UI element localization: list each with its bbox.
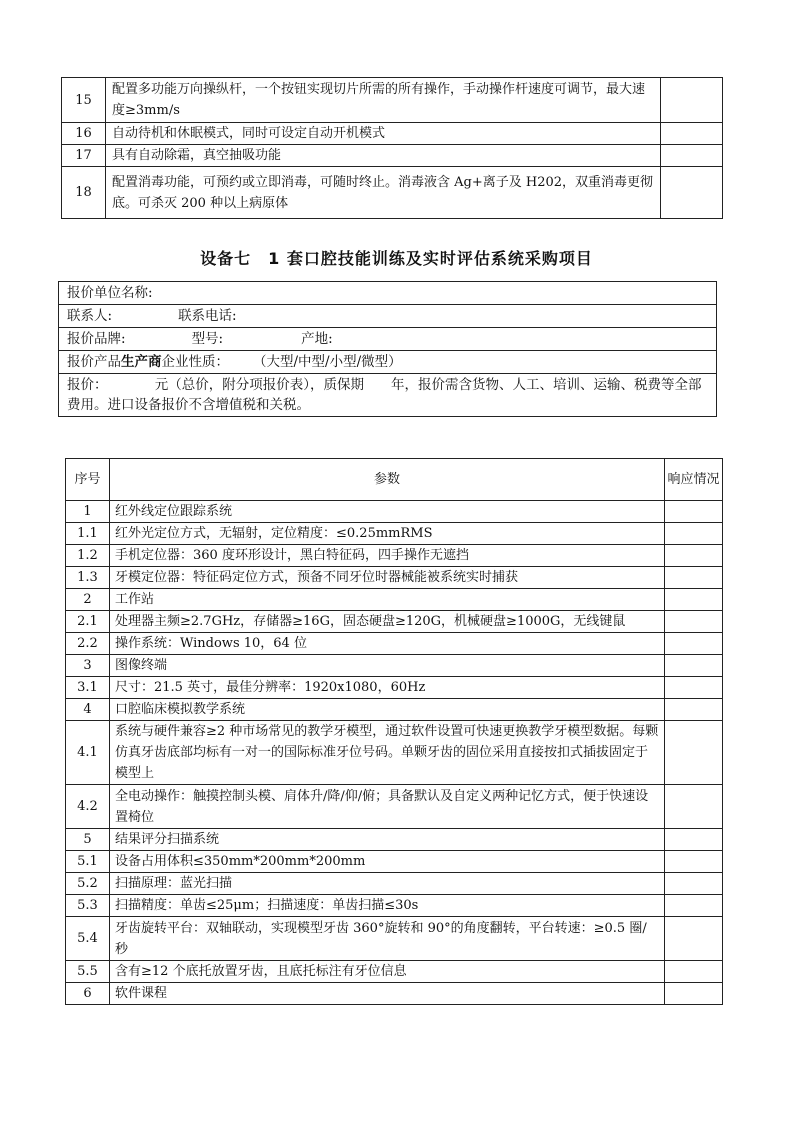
row-number: 1.3 [66, 567, 110, 589]
row-number: 6 [66, 983, 110, 1005]
table-row [66, 721, 723, 785]
row-parameter: 红外线定位跟踪系统 [110, 501, 665, 523]
response-cell [665, 523, 723, 545]
row-parameter: 系统与硬件兼容≥2 种市场常见的教学牙模型，通过软件设置可快速更换教学牙模型数据。每颗仿真牙齿底部均标有一对一的国际标准牙位号码。单颗牙齿的固位采用直接按扣式插拔固定于模型上 [110, 721, 665, 785]
row-parameter: 尺寸：21.5 英寸，最佳分辨率：1920x1080，60Hz [110, 677, 665, 699]
row-parameter: 牙模定位器：特征码定位方式，预备不同牙位时器械能被系统实时捕获 [110, 567, 665, 589]
response-cell [665, 589, 723, 611]
row-number: 4.1 [66, 721, 110, 785]
row-parameter: 扫描原理：蓝光扫描 [110, 873, 665, 895]
quote-unit-row [59, 282, 716, 305]
row-number: 5 [66, 829, 110, 851]
response-cell [661, 145, 723, 167]
row-parameter: 设备占用体积≤350mm*200mm*200mm [110, 851, 665, 873]
response-cell [661, 78, 723, 123]
row-number: 2.2 [66, 633, 110, 655]
table-header-row [66, 459, 723, 501]
row-parameter: 口腔临床模拟教学系统 [110, 699, 665, 721]
row-parameter: 含有≥12 个底托放置牙齿，且底托标注有牙位信息 [110, 961, 665, 983]
response-cell [665, 611, 723, 633]
row-number: 5.4 [66, 917, 110, 961]
table-row [62, 123, 723, 145]
table-row [66, 677, 723, 699]
row-parameter: 图像终端 [110, 655, 665, 677]
quote-brand-row [59, 328, 716, 351]
table-row [66, 785, 723, 829]
header-param: 参数 [110, 459, 665, 501]
table-row [62, 78, 723, 123]
nature-options: （大型/中型/小型/微型） [253, 354, 402, 370]
response-cell [665, 677, 723, 699]
response-cell [665, 699, 723, 721]
table-row [66, 699, 723, 721]
table-row [62, 145, 723, 167]
row-text: 自动待机和休眠模式，同时可设定自动开机模式 [106, 123, 661, 145]
row-text: 配置消毒功能，可预约或立即消毒，可随时终止。消毒液含 Ag+离子及 H202，双重消毒更彻底。可杀灭 200 种以上病原体 [106, 167, 661, 219]
table-row [66, 501, 723, 523]
page-title: 设备七 1 套口腔技能训练及实时评估系统采购项目 [200, 249, 593, 268]
row-number: 3.1 [66, 677, 110, 699]
nature-prefix: 报价产品 [67, 354, 121, 370]
table-row [66, 983, 723, 1005]
row-parameter: 牙齿旋转平台：双轴联动，实现模型牙齿 360°旋转和 90°的角度翻转，平台转速：≥0.5 圈/秒 [110, 917, 665, 961]
nature-suffix: 企业性质： [161, 354, 229, 370]
response-cell [665, 851, 723, 873]
phone-label: 联系电话: [178, 308, 237, 324]
row-parameter: 红外光定位方式，无辐射，定位精度：≤0.25mmRMS [110, 523, 665, 545]
response-cell [665, 917, 723, 961]
row-parameter: 工作站 [110, 589, 665, 611]
model-label: 型号: [191, 331, 224, 347]
table-row [66, 523, 723, 545]
row-number: 17 [62, 145, 106, 167]
response-cell [665, 501, 723, 523]
table-row [66, 633, 723, 655]
response-cell [665, 721, 723, 785]
brand-label: 报价品牌: [67, 331, 126, 347]
table-row [66, 545, 723, 567]
row-number: 5.2 [66, 873, 110, 895]
response-cell [665, 983, 723, 1005]
row-number: 1 [66, 501, 110, 523]
row-parameter: 扫描精度：单齿≤25μm；扫描速度：单齿扫描≤30s [110, 895, 665, 917]
row-parameter: 手机定位器：360 度环形设计，黑白特征码，四手操作无遮挡 [110, 545, 665, 567]
price-line: 报价： 元（总价，附分项报价表），质保期 年，报价需含货物、人工、培训、运输、税费等全部费用。进口设备报价不含增值税和关税。 [67, 377, 702, 413]
quote-contact-row [59, 305, 716, 328]
row-number: 15 [62, 78, 106, 123]
header-response: 响应情况 [665, 459, 723, 501]
table-row [66, 829, 723, 851]
table-row [66, 917, 723, 961]
row-number: 2.1 [66, 611, 110, 633]
response-cell [665, 633, 723, 655]
row-parameter: 软件课程 [110, 983, 665, 1005]
quote-info-box [58, 281, 717, 417]
table-row [66, 961, 723, 983]
row-number: 4.2 [66, 785, 110, 829]
response-cell [665, 829, 723, 851]
row-number: 5.3 [66, 895, 110, 917]
table-row [62, 167, 723, 219]
row-number: 5.1 [66, 851, 110, 873]
table-row [66, 589, 723, 611]
table-row [66, 655, 723, 677]
response-cell [665, 895, 723, 917]
top-spec-table [61, 77, 723, 219]
row-parameter: 处理器主频≥2.7GHz，存储器≥16G，固态硬盘≥120G，机械硬盘≥1000G，无线键鼠 [110, 611, 665, 633]
row-text: 具有自动除霜，真空抽吸功能 [106, 145, 661, 167]
row-number: 5.5 [66, 961, 110, 983]
table-row [66, 873, 723, 895]
row-number: 3 [66, 655, 110, 677]
table-row [66, 567, 723, 589]
origin-label: 产地: [301, 331, 333, 347]
quote-unit-label: 报价单位名称: [67, 285, 153, 301]
response-cell [661, 167, 723, 219]
row-number: 1.2 [66, 545, 110, 567]
quote-nature-row [59, 351, 716, 374]
row-parameter: 操作系统：Windows 10，64 位 [110, 633, 665, 655]
response-cell [661, 123, 723, 145]
response-cell [665, 655, 723, 677]
response-cell [665, 545, 723, 567]
row-number: 2 [66, 589, 110, 611]
nature-strong: 生产商 [121, 354, 162, 370]
row-parameter: 结果评分扫描系统 [110, 829, 665, 851]
row-number: 4 [66, 699, 110, 721]
response-cell [665, 961, 723, 983]
header-no: 序号 [66, 459, 110, 501]
table-row [66, 611, 723, 633]
table-row [66, 895, 723, 917]
row-number: 16 [62, 123, 106, 145]
row-parameter: 全电动操作：触摸控制头模、肩体升/降/仰/俯；具备默认及自定义两种记忆方式，便于快速设置椅位 [110, 785, 665, 829]
row-number: 1.1 [66, 523, 110, 545]
parameter-table [65, 458, 723, 1005]
contact-label: 联系人: [67, 308, 113, 324]
row-text: 配置多功能万向操纵杆，一个按钮实现切片所需的所有操作，手动操作杆速度可调节，最大速度≥3mm/s [106, 78, 661, 123]
response-cell [665, 567, 723, 589]
table-row [66, 851, 723, 873]
response-cell [665, 785, 723, 829]
row-number: 18 [62, 167, 106, 219]
response-cell [665, 873, 723, 895]
quote-price-row [59, 374, 716, 416]
